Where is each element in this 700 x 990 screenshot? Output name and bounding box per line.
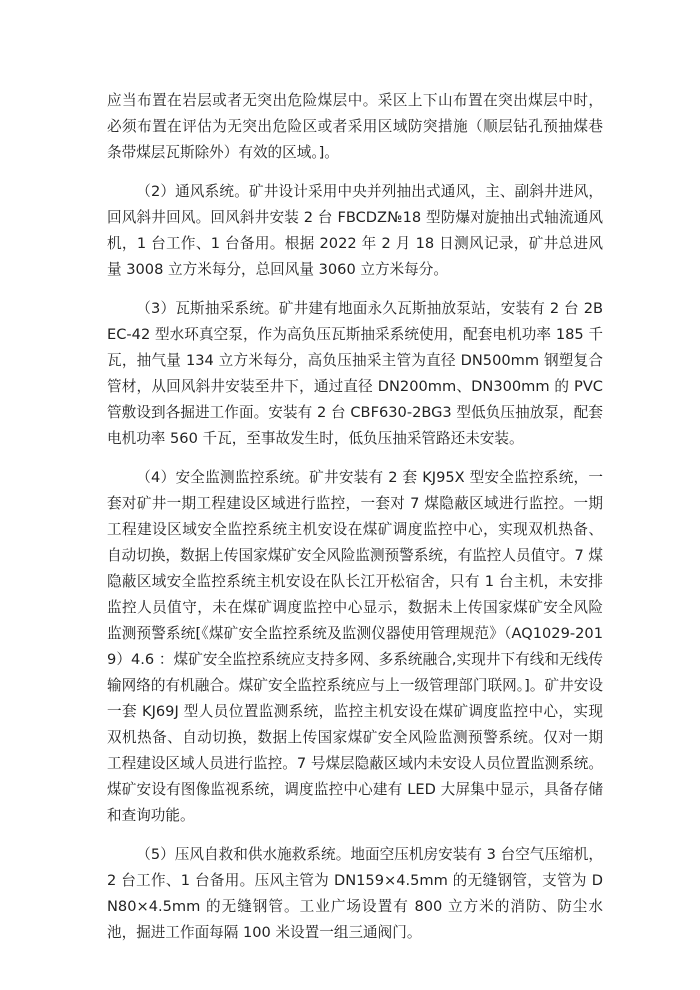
- paragraph-compressed-air-water-system: （5）压风自救和供水施救系统。地面空压机房安装有 3 台空气压缩机，2 台工作、1 台备用。压风主管为 DN159×4.5mm 的无缝钢管，支管为 DN80×4.5mm 的无缝钢管。工业广场设置有 800 立方米的消防、防尘水池，掘进工作面每隔 100 米设置一组三通阀门。: [107, 846, 603, 941]
- document-body: [107, 88, 603, 959]
- paragraph-gas-drainage-system: （3）瓦斯抽采系统。矿井建有地面永久瓦斯抽放泵站，安装有 2 台 2BEC-42 型水环真空泵，作为高负压瓦斯抽采系统使用，配套电机功率 185 千瓦，抽气量 134 立方米每分，高负压抽采主管为直径 DN500mm 钢塑复合管材，从回风斜井安装至井下，通过直径 DN200mm、DN300mm 的 PVC 管敷设到各掘进工作面。安装有 2 台 CBF630-2BG3 型低负压抽放泵，配套电机功率 560 千瓦，至事故发生时，低负压抽采管路还未安装。: [107, 300, 603, 447]
- paragraph-safety-monitoring-system: （4）安全监测监控系统。矿井安装有 2 套 KJ95X 型安全监控系统，一套对矿井一期工程建设区域进行监控，一套对 7 煤隐蔽区域进行监控。一期工程建设区域安全监控系统主机安设在煤矿调度监控中心，实现双机热备、自动切换，数据上传国家煤矿安全风险监测预警系统，有监控人员值守。7 煤隐蔽区域安全监控系统主机安设在队长江开松宿舍，只有 1 台主机，未安排监控人员值守，未在煤矿调度监控中心显示，数据未上传国家煤矿安全风险监测预警系统[《煤矿安全监控系统及监测仪器使用管理规范》（AQ1029-2019）4.6 ：煤矿安全监控系统应支持多网、多系统融合,实现井下有线和无线传输网络的有机融合。煤矿安全监控系统应与上一级管理部门联网。]。矿井安设一套 KJ69J 型人员位置监测系统，监控主机安设在煤矿调度监控中心，实现双机热备、自动切换，数据上传国家煤矿安全风险监测预警系统。仅对一期工程建设区域人员进行监控。7 号煤层隐蔽区域内未安设人员位置监测系统。煤矿安设有图像监视系统，调度监控中心建有 LED 大屏集中显示，具备存储和查询功能。: [107, 469, 603, 824]
- paragraph-ventilation-system: （2）通风系统。矿井设计采用中央并列抽出式通风，主、副斜井进风，回风斜井回风。回风斜井安装 2 台 FBCDZ№18 型防爆对旋抽出式轴流通风机，1 台工作、1 台备用。根据 2022 年 2 月 18 日测风记录，矿井总进风量 3008 立方米每分，总回风量 3060 立方米每分。: [107, 183, 603, 278]
- paragraph-continuation: 应当布置在岩层或者无突出危险煤层中。采区上下山布置在突出煤层中时，必须布置在评估为无突出危险区或者采用区域防突措施（顺层钻孔预抽煤巷条带煤层瓦斯除外）有效的区域。]。: [107, 92, 603, 161]
